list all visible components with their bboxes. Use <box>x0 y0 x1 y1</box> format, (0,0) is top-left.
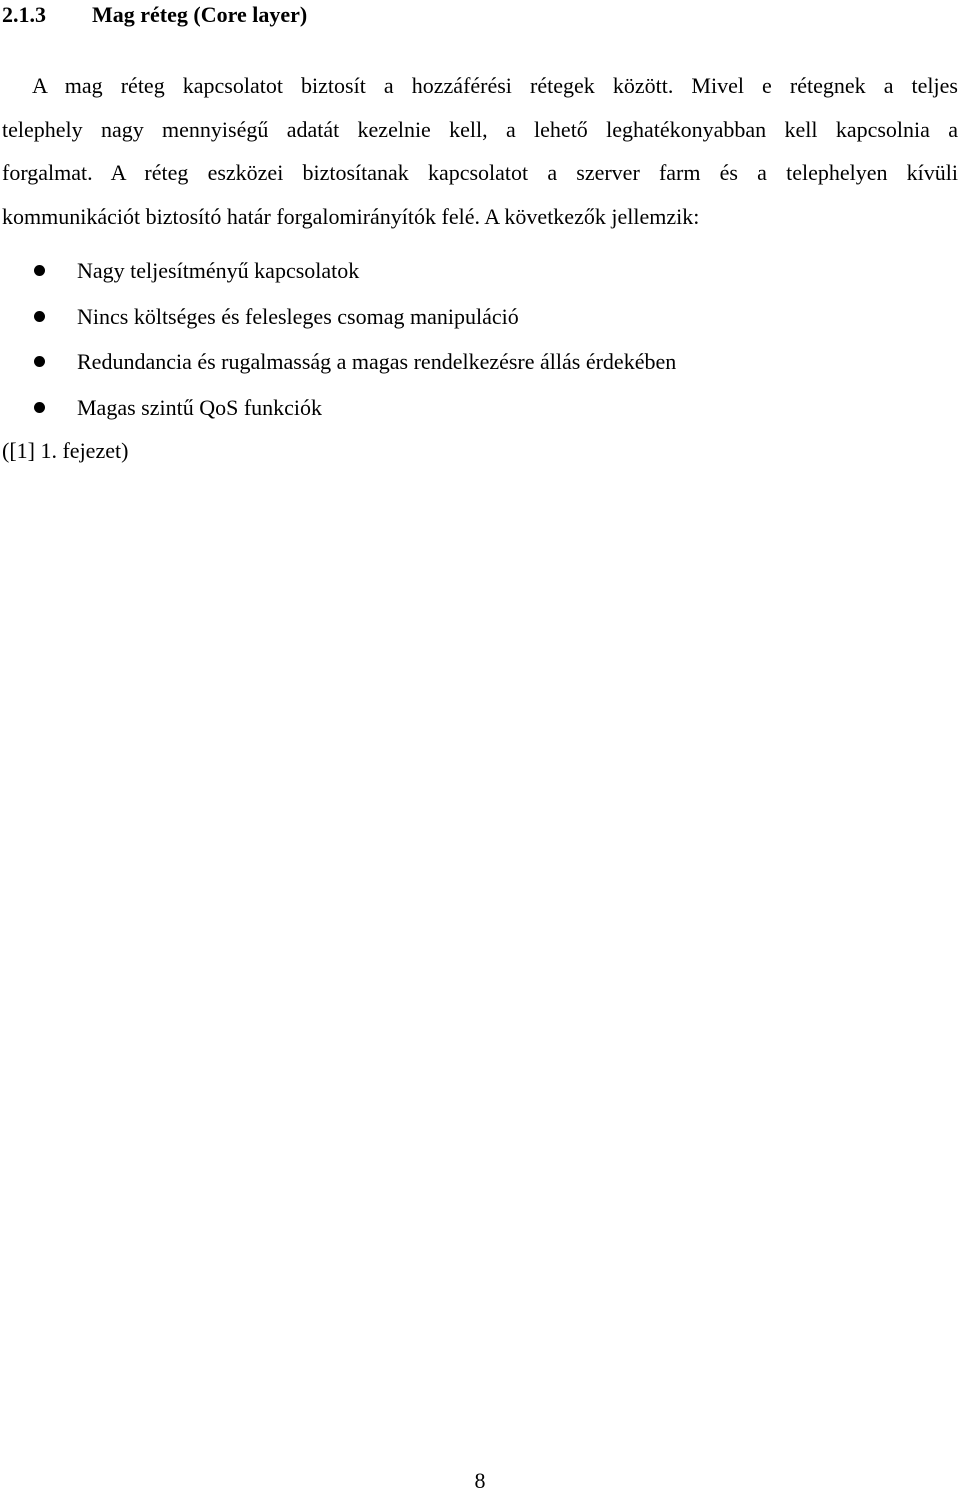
body-paragraph <box>2 64 958 238</box>
list-item <box>0 294 960 340</box>
list-item <box>0 339 960 385</box>
list-item-text: Redundancia és rugalmasság a magas rendelkezésre állás érdekében <box>77 349 677 375</box>
section-title: Mag réteg (Core layer) <box>92 2 308 27</box>
paragraph-line: kommunikációt biztosító határ forgalomirányítók felé. A következők jellemzik: <box>2 203 700 229</box>
bullet-icon <box>34 356 45 367</box>
bullet-icon <box>34 311 45 322</box>
bullet-icon <box>34 402 45 413</box>
bullet-icon <box>34 265 45 276</box>
list-item-text: Nagy teljesítményű kapcsolatok <box>77 258 360 283</box>
section-heading <box>2 0 307 30</box>
paragraph-line: A mag réteg kapcsolatot biztosít a hozzáférési rétegek között. Mivel e rétegnek a teljes <box>32 73 958 98</box>
feature-list <box>0 248 960 430</box>
paragraph-line: forgalmat. A réteg eszközei biztosítanak kapcsolatot a szerver farm és a telephelyen kívüli <box>2 160 958 186</box>
list-item-text: Magas szintű QoS funkciók <box>77 394 323 420</box>
citation-reference: ([1] 1. fejezet) <box>2 438 129 463</box>
list-item <box>0 385 960 431</box>
section-number: 2.1.3 <box>2 2 46 27</box>
paragraph-line: telephely nagy mennyiségű adatát kezelnie kell, a lehető leghatékonyabban kell kapcsolnia a <box>2 116 958 142</box>
list-item-text: Nincs költséges és felesleges csomag manipuláció <box>77 303 519 329</box>
page-number: 8 <box>474 1468 486 1493</box>
list-item <box>0 248 960 294</box>
